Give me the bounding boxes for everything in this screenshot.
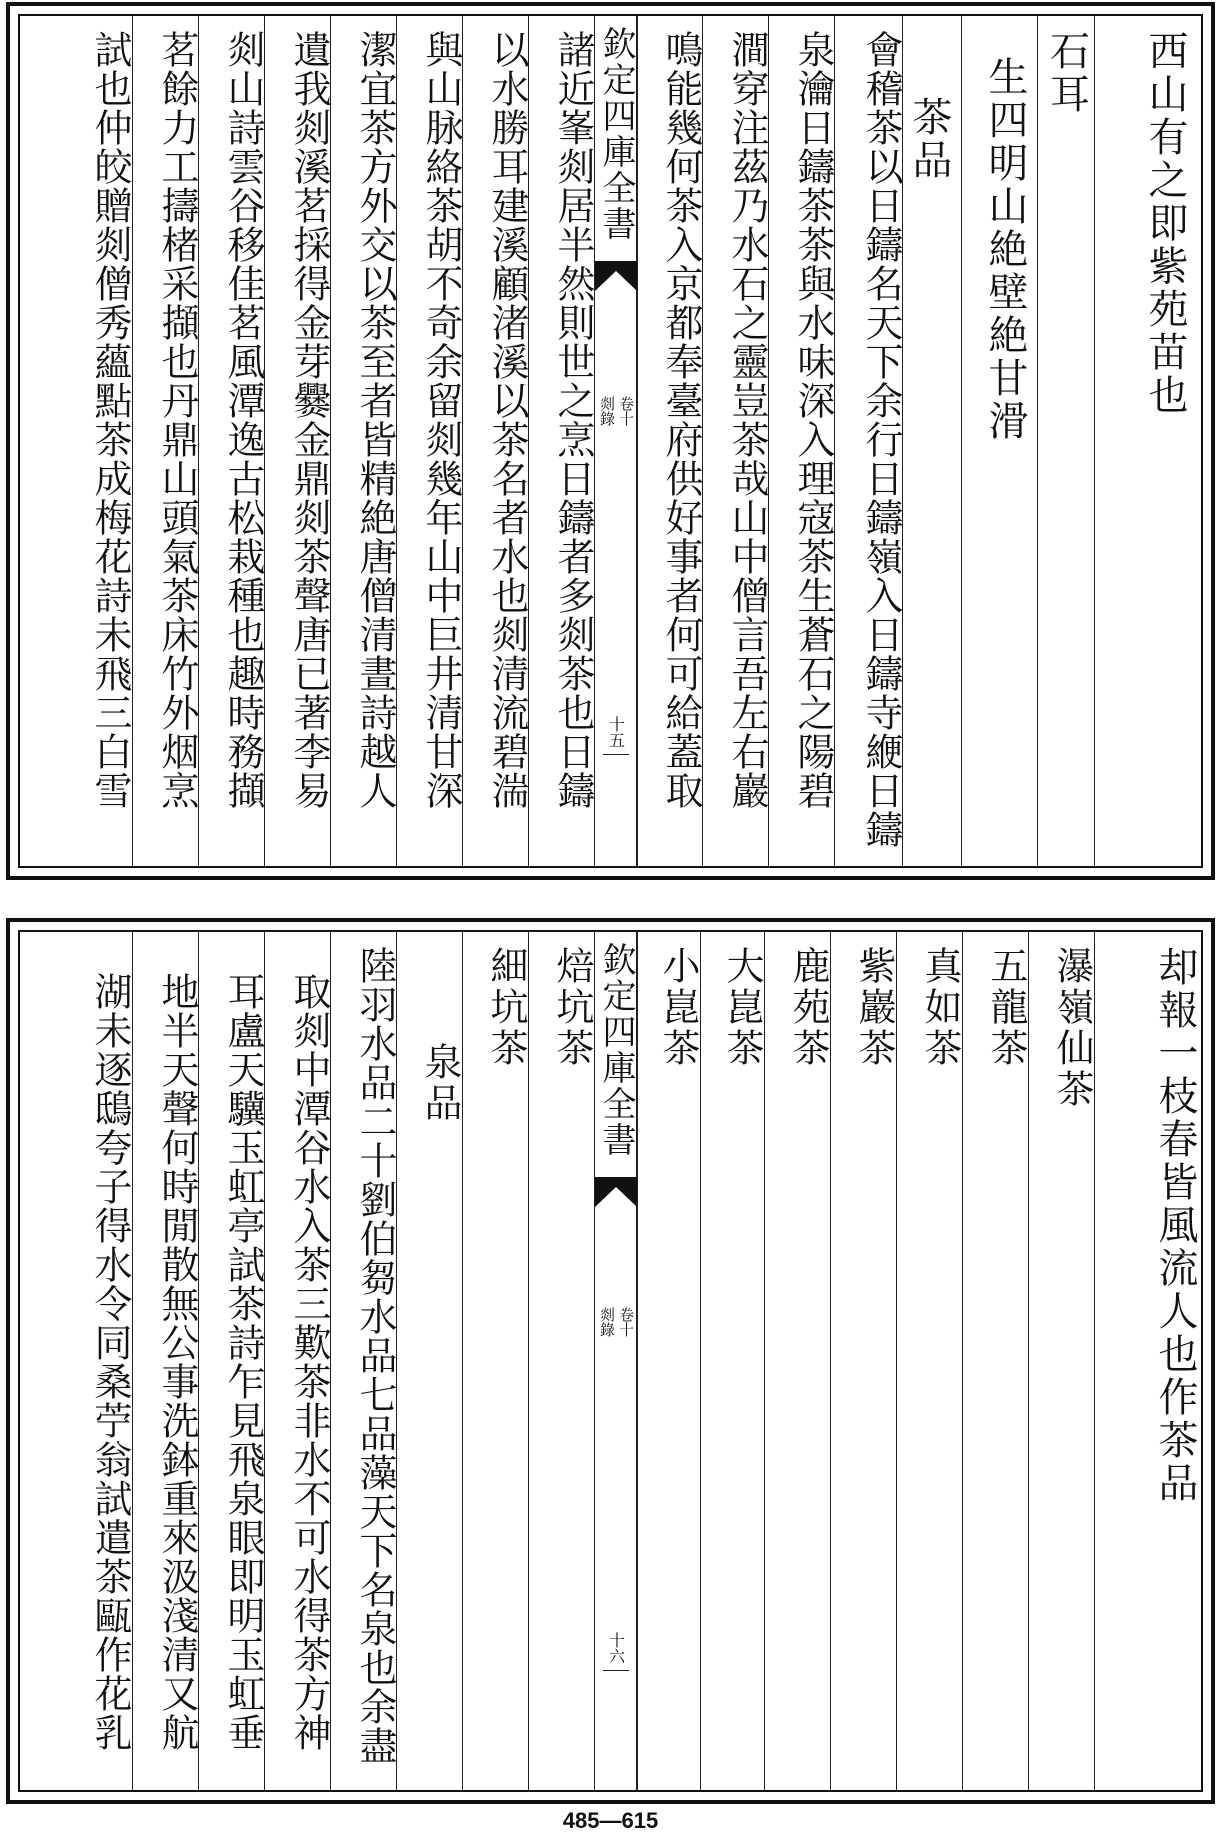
text-column [768, 16, 835, 866]
column-text: 陸羽水品二十劉伯芻水品七品藻天下名泉也余盡 [353, 946, 397, 1765]
text-column [396, 932, 463, 1790]
text-column [702, 16, 769, 866]
book-title: 欽定四庫全書 [596, 26, 636, 242]
column-text: 却報一枝春皆風流人也作茶品 [1152, 946, 1198, 1505]
center-fold [594, 932, 638, 1790]
top-page [6, 2, 1215, 880]
column-text: 剡山詩雲谷移佳茗風潭逸古松栽種也趣時務擷 [221, 30, 265, 810]
column-text: 瀑嶺仙茶 [1050, 946, 1094, 1110]
column-text: 茶品 [906, 96, 952, 182]
text-column [198, 932, 265, 1790]
juan-number: 卷十 [617, 1307, 635, 1337]
folio-number: 十六 [606, 1632, 626, 1664]
column-text: 焙坑茶 [550, 946, 594, 1069]
center-fold [594, 16, 638, 866]
text-column [330, 932, 397, 1790]
juan-number: 卷十 [617, 396, 635, 426]
text-column [764, 932, 831, 1790]
folio-rule [603, 754, 628, 755]
column-text: 真如茶 [918, 946, 962, 1069]
text-column [830, 932, 897, 1790]
text-column [636, 16, 703, 866]
top-page-frame [18, 14, 1203, 868]
column-text: 與山脉絡茶胡不奇余留剡幾年山中巨井清甘深 [419, 30, 463, 810]
fishtail-mark [595, 261, 637, 291]
column-text: 會稽茶以日鑄名天下余行日鑄嶺入日鑄寺緶日鑄 [859, 30, 903, 849]
column-text: 西山有之即紫苑苗也 [1142, 30, 1188, 417]
text-column [264, 932, 331, 1790]
text-column [462, 16, 529, 866]
text-column [1094, 932, 1198, 1790]
column-text: 泉瀹日鑄茶茶與水味深入理寇茶生蒼石之陽碧 [791, 30, 835, 810]
folio-number: 十五 [606, 716, 626, 748]
text-column [962, 932, 1029, 1790]
column-text: 遺我剡溪茗採得金芽爨金鼎剡茶聲唐已著李易 [287, 30, 331, 810]
text-column [636, 932, 701, 1790]
text-column [1037, 16, 1095, 866]
column-text: 耳盧天驥玉虹亭試茶詩乍見飛泉眼即明玉虹垂 [221, 972, 265, 1752]
text-column [462, 932, 529, 1790]
column-text: 鹿苑茶 [786, 946, 830, 1069]
text-column [528, 932, 595, 1790]
text-column [700, 932, 765, 1790]
text-column [902, 16, 962, 866]
bottom-page [6, 918, 1215, 1804]
text-column [132, 16, 199, 866]
book-name: 剡錄 [598, 1307, 616, 1337]
column-text: 取剡中潭谷水入茶三歎茶非水不可水得茶方神 [287, 972, 331, 1752]
column-text: 紫巖茶 [852, 946, 896, 1069]
column-text: 泉品 [418, 1042, 462, 1124]
page-reference: 485—615 [562, 1808, 659, 1833]
bottom-page-frame [18, 930, 1203, 1792]
book-name: 剡錄 [598, 396, 616, 426]
column-text: 鳴能幾何茶入京都奉臺府供好事者何可給蓋取 [659, 30, 703, 810]
fishtail-mark [595, 1177, 637, 1207]
text-column [396, 16, 463, 866]
column-text: 大崑茶 [720, 946, 764, 1069]
column-text: 生四明山絶壁絶甘滑 [982, 56, 1028, 443]
text-column [132, 932, 199, 1790]
column-text: 諸近峯剡居半然則世之烹日鑄者多剡茶也日鑄 [551, 30, 595, 810]
column-text: 潔宜茶方外交以茶至者皆精絶唐僧清晝詩越人 [353, 30, 397, 810]
column-text: 湖未逐鴟夸子得水令同桑苧翁試遣茶甌作花乳 [88, 972, 132, 1752]
folio-rule [603, 1670, 628, 1671]
column-text: 以水勝耳建溪顧渚溪以茶名者水也剡清流碧湍 [485, 30, 529, 810]
text-column [528, 16, 595, 866]
column-text: 石耳 [1043, 30, 1090, 116]
column-text: 細坑茶 [484, 946, 528, 1069]
text-column [20, 16, 132, 866]
column-text: 試也仲皎贈剡僧秀蘊點茶成梅花詩未飛三白雪 [88, 30, 132, 810]
column-text: 茗餘力工擣楮采擷也丹鼎山頭氣茶床竹外烟烹 [155, 30, 199, 810]
book-meta [598, 1307, 634, 1337]
text-column [1028, 932, 1095, 1790]
text-column [330, 16, 397, 866]
text-column [1094, 16, 1198, 866]
text-column [198, 16, 265, 866]
column-text: 地半天聲何時閒散無公事洗鉢重來汲淺清又航 [155, 972, 199, 1752]
text-column [264, 16, 331, 866]
book-meta [598, 396, 634, 426]
text-column [834, 16, 903, 866]
text-column [961, 16, 1038, 866]
column-text: 五龍茶 [984, 946, 1028, 1069]
text-column [896, 932, 963, 1790]
column-text: 澗穿注茲乃水石之靈豈茶哉山中僧言吾左右巖 [725, 30, 769, 810]
column-text: 小崑茶 [656, 946, 700, 1069]
book-title: 欽定四庫全書 [596, 942, 636, 1158]
text-column [20, 932, 132, 1790]
